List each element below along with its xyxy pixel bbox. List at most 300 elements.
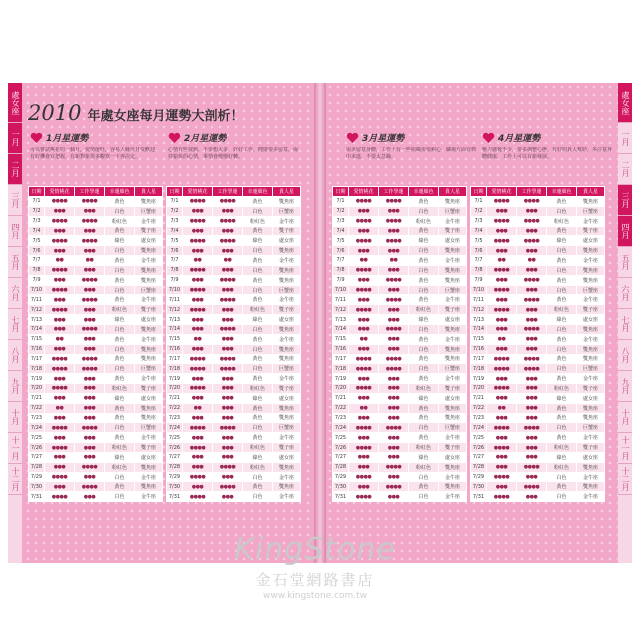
table-cell: 金牛座 (135, 334, 163, 344)
table-cell: ●●● (349, 462, 379, 472)
table-cell: 白色 (547, 344, 577, 354)
side-tab-month[interactable]: 十一月 (8, 433, 22, 464)
watermark-brand: KingStone (234, 532, 396, 567)
side-tab-month[interactable]: 十一月 (618, 433, 632, 464)
table-cell: 處女座 (135, 452, 163, 462)
side-tab-month[interactable]: 五月 (618, 247, 632, 278)
table-cell: 巨蟹座 (439, 285, 467, 295)
table-cell: 7/22 (333, 403, 349, 413)
table-cell: 雙魚座 (273, 265, 301, 275)
table-cell: ●●●● (349, 364, 379, 374)
table-cell: 雙魚座 (135, 482, 163, 492)
side-tab-month[interactable]: 六月 (618, 278, 632, 309)
table-cell: 7/5 (167, 236, 183, 246)
table-row (471, 354, 605, 364)
table-row (167, 315, 301, 325)
table-cell: 白色 (409, 492, 439, 502)
table-cell: 白色 (409, 246, 439, 256)
table-cell: 7/29 (333, 472, 349, 482)
table-cell: ●●●● (487, 285, 517, 295)
table-cell: ●●●● (349, 305, 379, 315)
table-cell: 7/20 (333, 384, 349, 394)
table-cell: 金牛座 (439, 433, 467, 443)
table-cell: 巨蟹座 (577, 423, 605, 433)
table-header-row (167, 187, 301, 197)
table-cell: ●●●● (487, 305, 517, 315)
table-cell: ●●●● (487, 492, 517, 502)
table-cell: 黃色 (243, 354, 273, 364)
table-cell: ●●●● (183, 492, 213, 502)
table-row (333, 472, 467, 482)
table-cell: ●●●● (517, 482, 547, 492)
table-cell: ●●●● (349, 354, 379, 364)
table-cell: 雙魚座 (439, 275, 467, 285)
table-cell: 巨蟹座 (439, 364, 467, 374)
table-cell: 粉紅色 (409, 443, 439, 453)
table-row (29, 295, 163, 305)
table-cell: 雙子座 (439, 226, 467, 236)
table-cell: ●●● (183, 315, 213, 325)
table-cell: ●●●● (379, 482, 409, 492)
column-header: 愛情桃花 (349, 187, 379, 197)
table-cell: ●●●● (213, 216, 243, 226)
table-cell: 金牛座 (439, 256, 467, 266)
table-cell: ●●● (213, 315, 243, 325)
table-cell: 金牛座 (135, 216, 163, 226)
left-side-tabs (8, 83, 22, 563)
table-cell: 7/26 (167, 443, 183, 453)
table-row (29, 256, 163, 266)
table-cell: 黃色 (409, 334, 439, 344)
table-cell: 7/1 (29, 197, 45, 207)
table-cell: 處女座 (577, 452, 605, 462)
table-cell: ●●●● (183, 236, 213, 246)
table-cell: ●●● (183, 452, 213, 462)
table-cell: 金牛座 (577, 492, 605, 502)
table-cell: 綠色 (547, 393, 577, 403)
table-cell: 雙魚座 (577, 246, 605, 256)
table-cell: ●●● (183, 413, 213, 423)
table-cell: 雙魚座 (135, 462, 163, 472)
table-cell: 雙魚座 (439, 197, 467, 207)
table-cell: 綠色 (409, 393, 439, 403)
side-tab-month[interactable]: 八月 (8, 340, 22, 371)
table-cell: 粉紅色 (547, 216, 577, 226)
table-cell: 7/6 (333, 246, 349, 256)
month-label: 4月星運勢 (498, 134, 541, 144)
table-cell: ●●● (379, 403, 409, 413)
table-cell: 黃色 (409, 433, 439, 443)
table-cell: 白色 (243, 324, 273, 334)
table-cell: ●●● (379, 433, 409, 443)
table-cell: 7/30 (29, 482, 45, 492)
table-cell: ●●● (379, 472, 409, 482)
table-cell: ●●●● (379, 216, 409, 226)
table-cell: 白色 (105, 423, 135, 433)
table-cell: 7/28 (471, 462, 487, 472)
table-cell: 7/8 (471, 265, 487, 275)
table-cell: 處女座 (273, 236, 301, 246)
table-row (29, 265, 163, 275)
watermark-url: www.kingstone.com.tw (262, 591, 368, 601)
table-cell: 黃色 (409, 482, 439, 492)
table-cell: 7/10 (167, 285, 183, 295)
table-cell: 7/3 (29, 216, 45, 226)
table-cell: 金牛座 (135, 256, 163, 266)
column-header: 貴人星 (135, 187, 163, 197)
table-cell: ●●● (487, 452, 517, 462)
table-cell: ●●● (45, 324, 75, 334)
table-row (167, 334, 301, 344)
table-cell: 7/21 (333, 393, 349, 403)
table-cell: ●●●● (213, 423, 243, 433)
table-cell: ●●● (45, 452, 75, 462)
table-row (29, 443, 163, 453)
table-cell: 黃色 (105, 403, 135, 413)
table-row (29, 305, 163, 315)
table-cell: ●●●● (379, 236, 409, 246)
table-cell: ●●● (45, 246, 75, 256)
table-cell: 白色 (409, 206, 439, 216)
table-row (29, 275, 163, 285)
table-row (333, 403, 467, 413)
table-cell: ●●● (213, 374, 243, 384)
table-cell: ●●● (379, 452, 409, 462)
table-cell: ●●● (487, 433, 517, 443)
table-cell: ●●● (349, 295, 379, 305)
table-cell: 黃色 (547, 275, 577, 285)
table-cell: 粉紅色 (547, 462, 577, 472)
table-row (29, 423, 163, 433)
table-cell: 雙子座 (577, 443, 605, 453)
table-cell: 黃色 (547, 433, 577, 443)
table-row (333, 226, 467, 236)
table-cell: 粉紅色 (243, 305, 273, 315)
table-row (167, 364, 301, 374)
table-cell: 處女座 (577, 393, 605, 403)
table-cell: 處女座 (439, 452, 467, 462)
table-cell: 綠色 (243, 315, 273, 325)
table-cell: 雙魚座 (577, 197, 605, 207)
table-cell: 處女座 (135, 315, 163, 325)
table-cell: 7/11 (167, 295, 183, 305)
table-row (29, 236, 163, 246)
table-cell: 雙魚座 (273, 482, 301, 492)
side-tab-month[interactable]: 四月 (618, 216, 632, 247)
table-cell: 7/14 (29, 324, 45, 334)
table-cell: ●●● (517, 492, 547, 502)
table-cell: ●●● (183, 433, 213, 443)
table-cell: 7/28 (167, 462, 183, 472)
table-cell: 粉紅色 (243, 384, 273, 394)
table-cell: ●●●● (75, 295, 105, 305)
table-cell: 黃色 (105, 354, 135, 364)
table-cell: ●●● (213, 443, 243, 453)
table-cell: ●●●● (349, 472, 379, 482)
table-cell: ●●● (487, 413, 517, 423)
table-cell: 綠色 (547, 452, 577, 462)
table-cell: ●●● (45, 393, 75, 403)
table-cell: ●● (379, 256, 409, 266)
side-tab-month[interactable]: 九月 (8, 371, 22, 402)
table-cell: 7/21 (167, 393, 183, 403)
table-cell: 7/27 (29, 452, 45, 462)
table-cell: ●●● (517, 472, 547, 482)
table-cell: 7/5 (333, 236, 349, 246)
table-row (471, 206, 605, 216)
table-cell: ●●●● (487, 354, 517, 364)
table-cell: ●●● (213, 433, 243, 443)
table-cell: 黃色 (409, 256, 439, 266)
table-cell: ●●● (517, 413, 547, 423)
table-row (167, 324, 301, 334)
table-cell: 7/28 (29, 462, 45, 472)
table-cell: 雙子座 (273, 443, 301, 453)
table-cell: 7/10 (333, 285, 349, 295)
table-cell: 黃色 (547, 197, 577, 207)
table-cell: ●●● (517, 384, 547, 394)
table-cell: 雙魚座 (273, 354, 301, 364)
table-cell: 巨蟹座 (577, 285, 605, 295)
table-cell: 7/2 (333, 206, 349, 216)
side-tab-month[interactable]: 七月 (8, 309, 22, 340)
table-cell: ●●● (349, 246, 379, 256)
table-cell: 7/6 (167, 246, 183, 256)
table-row (333, 443, 467, 453)
table-cell: 7/11 (471, 295, 487, 305)
side-tab-month[interactable]: 二月 (8, 154, 22, 185)
table-cell: 雙魚座 (439, 462, 467, 472)
table-row (471, 295, 605, 305)
table-cell: ●●● (45, 206, 75, 216)
table-cell: ●●● (183, 275, 213, 285)
table-cell: ●● (487, 334, 517, 344)
table-cell: ●●●● (379, 462, 409, 472)
table-cell: 7/18 (333, 364, 349, 374)
table-row (29, 462, 163, 472)
table-row (29, 315, 163, 325)
heart-icon (482, 132, 495, 144)
table-cell: 7/15 (29, 334, 45, 344)
table-cell: 白色 (547, 265, 577, 275)
table-row (471, 334, 605, 344)
table-cell: 綠色 (409, 315, 439, 325)
table-row (167, 206, 301, 216)
table-cell: 黃色 (105, 256, 135, 266)
month-description: 可以嘗試桃花的一個月，愛情運旺，容易人緣佳且受歡迎，有好機會宜把握，有新對象要多觀察一下再決定。 (30, 147, 161, 160)
table-row (333, 393, 467, 403)
table-cell: ●●●● (487, 384, 517, 394)
table-row (471, 216, 605, 226)
side-tab-month[interactable]: 一月 (618, 123, 632, 154)
table-row (167, 275, 301, 285)
table-cell: 雙魚座 (273, 413, 301, 423)
table-cell: 黃色 (243, 433, 273, 443)
table-cell: ●●● (45, 433, 75, 443)
side-tab-month[interactable]: 五月 (8, 247, 22, 278)
table-cell: ●●● (487, 324, 517, 334)
table-cell: 巨蟹座 (135, 206, 163, 216)
table-cell: ●●● (75, 393, 105, 403)
table-cell: ●●● (45, 344, 75, 354)
table-cell: ●●● (75, 443, 105, 453)
table-cell: 雙魚座 (273, 197, 301, 207)
side-tab-month[interactable]: 九月 (618, 371, 632, 402)
table-row (167, 305, 301, 315)
table-cell: 黃色 (547, 413, 577, 423)
table-cell: ●●●● (45, 285, 75, 295)
table-cell: ●●● (487, 226, 517, 236)
side-tab-month[interactable]: 四月 (8, 216, 22, 247)
side-tab-month[interactable]: 三月 (8, 185, 22, 216)
table-cell: 綠色 (409, 452, 439, 462)
table-cell: ●●●● (183, 354, 213, 364)
table-cell: 7/8 (333, 265, 349, 275)
table-row (333, 413, 467, 423)
table-cell: 處女座 (135, 393, 163, 403)
table-row (29, 393, 163, 403)
table-cell: ●●●● (517, 462, 547, 472)
table-cell: 白色 (547, 324, 577, 334)
side-tab-month[interactable]: 二月 (618, 154, 632, 185)
table-cell: ●●● (183, 482, 213, 492)
table-cell: ●●● (379, 315, 409, 325)
table-cell: ●●●● (379, 423, 409, 433)
table-cell: ●●●● (183, 472, 213, 482)
table-row (333, 295, 467, 305)
table-cell: 金牛座 (439, 295, 467, 305)
table-cell: 7/24 (333, 423, 349, 433)
table-cell: 7/25 (333, 433, 349, 443)
table-row (333, 364, 467, 374)
side-tab-month[interactable]: 三月 (618, 185, 632, 216)
side-tab-month[interactable]: 十二月 (8, 464, 22, 495)
table-cell: ●●● (349, 433, 379, 443)
table-cell: 7/11 (333, 295, 349, 305)
table-cell: ●●● (45, 374, 75, 384)
side-tab-sign[interactable]: 處女座 (618, 83, 632, 123)
month-block-1 (30, 131, 164, 181)
table-cell: ●●● (349, 452, 379, 462)
table-cell: 雙魚座 (439, 413, 467, 423)
table-cell: 7/9 (167, 275, 183, 285)
side-tab-month[interactable]: 八月 (618, 340, 632, 371)
table-cell: 金牛座 (439, 472, 467, 482)
column-header: 日期 (167, 187, 183, 197)
table-cell: 7/12 (29, 305, 45, 315)
table-cell: ●●●● (183, 384, 213, 394)
watermark-store: 金石堂網路書店 (255, 571, 375, 589)
table-cell: ●●●● (45, 305, 75, 315)
side-tab-sign[interactable]: 處女座 (8, 83, 22, 123)
table-cell: ●●● (349, 206, 379, 216)
table-cell: ●●●● (75, 354, 105, 364)
table-row (471, 364, 605, 374)
table-row (29, 216, 163, 226)
side-tab-month[interactable]: 十月 (618, 402, 632, 433)
table-row (29, 197, 163, 207)
table-cell: 7/2 (167, 206, 183, 216)
table-cell: 7/18 (471, 364, 487, 374)
table-cell: ●●● (75, 384, 105, 394)
table-cell: 雙子座 (577, 384, 605, 394)
side-tab-month[interactable]: 七月 (618, 309, 632, 340)
table-cell: ●●●● (379, 275, 409, 285)
table-cell: 7/17 (333, 354, 349, 364)
table-cell: ●●●● (213, 197, 243, 207)
table-cell: 白色 (409, 423, 439, 433)
table-cell: 7/9 (333, 275, 349, 285)
table-row (333, 374, 467, 384)
table-cell: 7/21 (29, 393, 45, 403)
table-cell: 7/2 (471, 206, 487, 216)
table-cell: 黃色 (105, 413, 135, 423)
table-cell: 雙子座 (273, 305, 301, 315)
table-cell: 白色 (105, 344, 135, 354)
table-cell: ●●● (45, 226, 75, 236)
table-row (167, 226, 301, 236)
table-cell: 白色 (243, 472, 273, 482)
table-cell: ●●●● (517, 354, 547, 364)
month-block-4 (482, 131, 616, 181)
table-cell: 巨蟹座 (439, 423, 467, 433)
table-cell: ●●● (379, 393, 409, 403)
table-cell: ●●●● (45, 216, 75, 226)
table-cell: ●●● (349, 324, 379, 334)
table-cell: 7/27 (333, 452, 349, 462)
table-row (167, 452, 301, 462)
table-cell: 7/17 (471, 354, 487, 364)
table-cell: 粉紅色 (105, 216, 135, 226)
table-cell: ●● (349, 334, 379, 344)
table-cell: ●●● (75, 265, 105, 275)
table-cell: ●● (517, 256, 547, 266)
table-cell: ●●● (487, 374, 517, 384)
side-tab-month[interactable]: 十二月 (618, 464, 632, 495)
table-cell: 7/14 (167, 324, 183, 334)
table-cell: 白色 (105, 324, 135, 334)
table-cell: 7/31 (333, 492, 349, 502)
table-cell: 雙魚座 (439, 265, 467, 275)
table-cell: 7/3 (471, 216, 487, 226)
title-text: 年處女座每月運勢大剖析！ (87, 109, 244, 124)
side-tab-month[interactable]: 十月 (8, 402, 22, 433)
table-cell: ●● (75, 256, 105, 266)
table-cell: ●●●● (213, 275, 243, 285)
table-cell: ●●● (213, 344, 243, 354)
table-cell: ●●●● (213, 324, 243, 334)
side-tab-month[interactable]: 六月 (8, 278, 22, 309)
table-cell: 金牛座 (135, 492, 163, 502)
table-row (333, 334, 467, 344)
column-header: 工作學運 (75, 187, 105, 197)
table-cell: ●●● (517, 344, 547, 354)
table-cell: 7/19 (167, 374, 183, 384)
table-cell: 7/22 (167, 403, 183, 413)
table-cell: 黃色 (547, 354, 577, 364)
table-cell: ●●● (75, 374, 105, 384)
table-cell: 雙子座 (135, 226, 163, 236)
side-tab-month[interactable]: 一月 (8, 123, 22, 154)
table-cell: ●●● (487, 482, 517, 492)
table-cell: 綠色 (105, 236, 135, 246)
table-cell: ●●● (487, 206, 517, 216)
table-cell: 黃色 (547, 482, 577, 492)
table-cell: ●●●● (45, 443, 75, 453)
table-cell: ●●● (213, 403, 243, 413)
table-cell: 巨蟹座 (577, 206, 605, 216)
table-cell: 雙魚座 (135, 265, 163, 275)
